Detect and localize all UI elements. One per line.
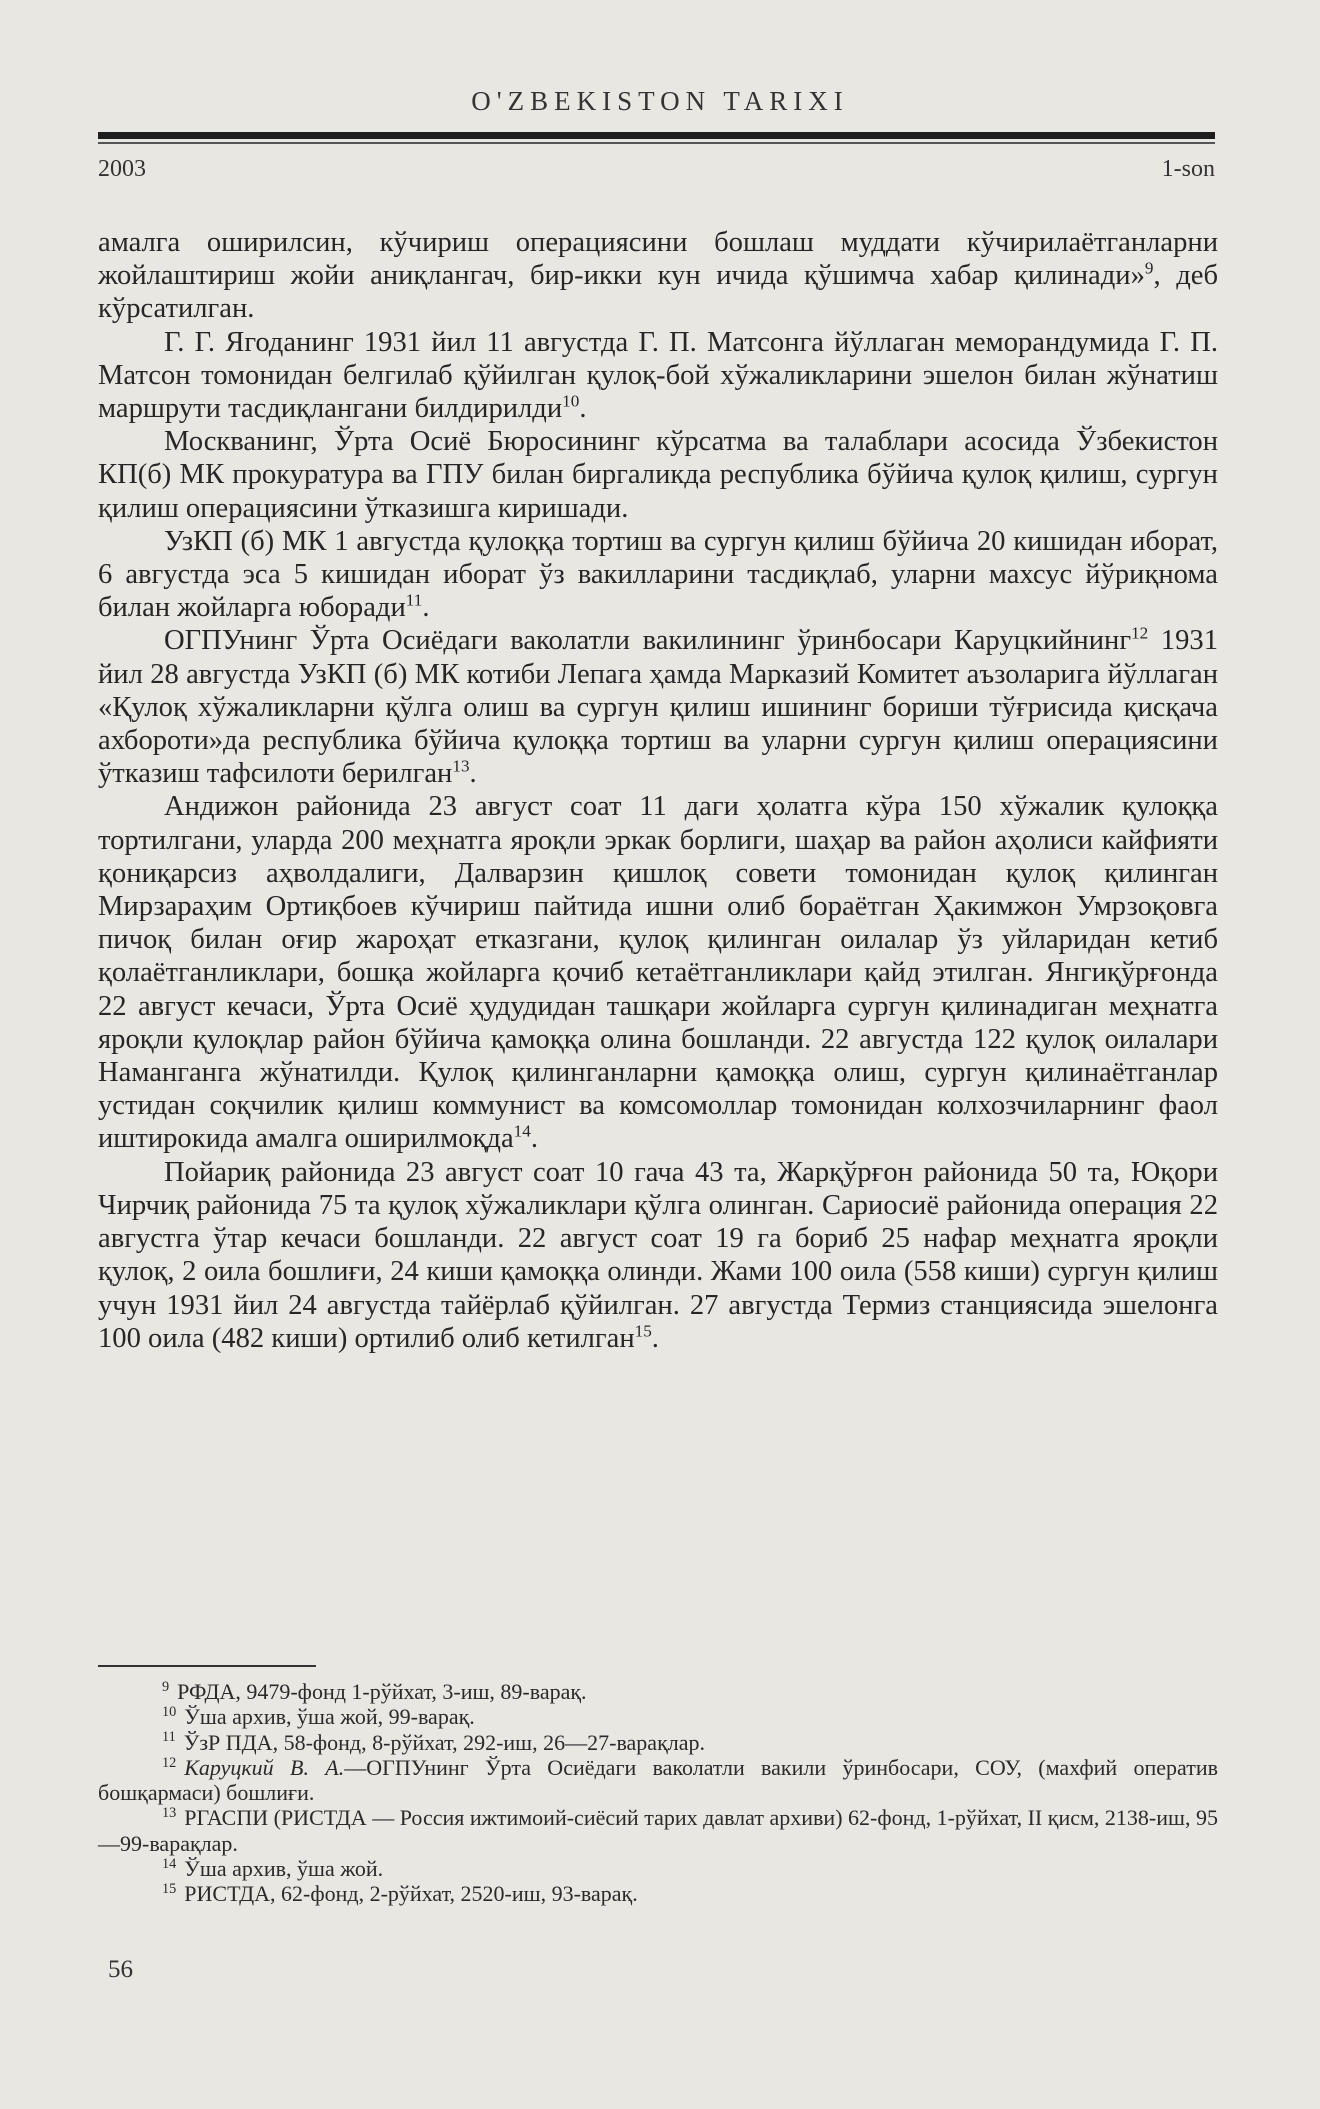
- paragraph: [98, 525, 1218, 625]
- paragraph: [98, 790, 1218, 1155]
- paragraph: [98, 425, 1218, 525]
- footnote-ref[interactable]: 15: [634, 1321, 652, 1341]
- text-run: УзКП (б) МК 1 августда қулоққа тортиш ва сургун қилиш бўйича 20 кишидан иборат, 6 августда эса 5 кишидан иборат ўз вакилларини тасдиқлаб, уларни махсус йўриқнома билан жойларга юборади: [98, 525, 1218, 624]
- text-run: ЎзР ПДА, 58-фонд, 8-рўйхат, 292-иш, 26—27-варақлар.: [183, 1729, 706, 1755]
- footnote-number: 10: [162, 1703, 177, 1720]
- paragraph: [98, 326, 1218, 426]
- footnote-number: 14: [162, 1855, 177, 1872]
- footnote-ref[interactable]: 14: [513, 1121, 531, 1141]
- footnote-ref[interactable]: 11: [405, 590, 423, 610]
- text-run: .: [651, 1322, 659, 1354]
- text-run: .: [469, 758, 477, 790]
- text-italic: Каруцкий В. А.: [184, 1754, 345, 1780]
- footnote-number: 13: [162, 1805, 177, 1822]
- footnote-number: 15: [162, 1881, 177, 1898]
- footnote: [98, 1679, 1218, 1704]
- issue-year: 2003: [98, 156, 146, 182]
- article-body: [98, 226, 1218, 1355]
- footnote-rule: [98, 1665, 316, 1667]
- text-run: 1931 йил 28 августда УзКП (б) МК котиби Лепага ҳамда Марказий Комитет аъзоларига йўллаган «Қулоқ хўжаликларни қўлга олиш ва сургун қилиш ишининг бориши тўғрисида қисқача ахбороти»да республика бўйича қулоққа тортиш ва уларни сургун қилиш операциясини ўтказиш тафсилоти берилган: [98, 625, 1218, 790]
- text-run: Ўша архив, ўша жой, 99-варақ.: [184, 1704, 475, 1730]
- paragraph: [98, 226, 1218, 326]
- text-run: —ОГПУнинг Ўрта Осиёдаги ваколатли вакили ўринбосари, СОУ, (махфий оператив бошқармаси) бошлиғи.: [98, 1754, 1218, 1806]
- paragraph: [98, 1156, 1218, 1355]
- footnote-ref[interactable]: 13: [452, 756, 470, 776]
- footnote-ref[interactable]: 10: [562, 391, 580, 411]
- header-rule-thick: [98, 132, 1215, 139]
- footnote: [98, 1704, 1218, 1729]
- journal-title: O'ZBEKISTON TARIXI: [471, 86, 849, 116]
- footnote-number: 9: [162, 1678, 170, 1695]
- text-run: , деб кўрсатилган.: [98, 260, 1218, 325]
- paragraph: [98, 624, 1218, 790]
- text-run: Андижон районида 23 август соат 11 даги ҳолатга кўра 150 хўжалик қулоққа тортилгани, уларда 200 меҳнатга яроқли эркак борлиги, шаҳар ва район аҳолиси кайфияти қониқарсиз аҳволдалиги, Далварзин қишлоқ совети томонидан қулоқ қилинган Мирзараҳим Ортиқбоев кўчириш пайтида ишни олиб бораётган Ҳакимжон Умрзоқовга пичоқ билан оғир жароҳат етказгани, қулоқ қилинган оилалар ўз уйларидан кетиб қолаётганликлари, бошқа жойларга қочиб кетаётганликлари қайд этилган. Янгиқўрғонда 22 август кечаси, Ўрта Осиё ҳудудидан ташқари жойларга сургун қилинадиган меҳнатга яроқли қулоқлар район бўйича қамоққа олина бошланди. 22 августда 122 қулоқ оилалари Наманганга жўнатилди. Қулоқ қилинганларни қамоққа олиш, сургун қилинаётганлар устидан соқчилик қилиш коммунист ва комсомоллар томонидан колхозчиларнинг фаол иштирокида амалга оширилмоқда: [98, 791, 1218, 1155]
- text-run: амалга оширилсин, кўчириш операциясини бошлаш муддати кўчирилаётганларни жойлаштириш жойи аниқлангач, бир-икки кун ичида қўшимча хабар қилинади»: [98, 227, 1218, 292]
- footnote-ref[interactable]: 9: [1144, 258, 1154, 278]
- footnote-number: 11: [162, 1729, 176, 1746]
- page-number: 56: [108, 1956, 133, 1983]
- text-run: РИСТДА, 62-фонд, 2-рўйхат, 2520-иш, 93-варақ.: [184, 1881, 638, 1907]
- footnote: [98, 1805, 1218, 1856]
- issue-number: 1-son: [1161, 156, 1215, 182]
- footnote-number: 12: [162, 1754, 177, 1771]
- text-run: РГАСПИ (РИСТДА — Россия ижтимоий-сиёсий тарих давлат архиви) 62-фонд, 1-рўйхат, II қисм, 2138-иш, 95—99-варақлар.: [98, 1805, 1218, 1856]
- text-run: Ўша архив, ўша жой.: [184, 1856, 384, 1882]
- text-run: .: [579, 393, 587, 425]
- footnote: [98, 1856, 1218, 1881]
- text-run: Пойариқ районида 23 август соат 10 гача 43 та, Жарқўрғон районида 50 та, Юқори Чирчиқ районида 75 та қулоқ хўжаликлари қўлга олинган. Сариосиё районида операция 22 августга ўтар кечаси бошланди. 22 август соат 19 га бориб 25 нафар меҳнатга яроқли қулоқ, 2 оила бошлиғи, 24 киши қамоққа олинди. Жами 100 оила (558 киши) сургун қилиш учун 1931 йил 24 августда тайёрлаб қўйилган. 27 августда Термиз станциясида эшелонга 100 оила (482 киши) ортилиб олиб кетилган: [98, 1156, 1218, 1354]
- footnote: [98, 1730, 1218, 1755]
- text-run: Г. Г. Ягоданинг 1931 йил 11 августда Г. П. Матсонга йўллаган меморандумида Г. П. Матсон томонидан белгилаб қўйилган қулоқ-бой хўжаликларини эшелон билан жўнатиш маршрути тасдиқлангани билдирилди: [98, 326, 1218, 425]
- header-rule-thin: [98, 142, 1215, 144]
- footnote: [98, 1881, 1218, 1906]
- text-run: РФДА, 9479-фонд 1-рўйхат, 3-иш, 89-варақ.: [177, 1679, 587, 1704]
- footnote-ref[interactable]: 12: [1131, 623, 1149, 643]
- text-run: .: [422, 592, 430, 624]
- text-run: ОГПУнинг Ўрта Осиёдаги ваколатли вакилининг ўринбосари Каруцкийнинг: [164, 625, 1132, 657]
- footnotes: [98, 1679, 1218, 1907]
- text-run: Москванинг, Ўрта Осиё Бюросининг кўрсатма ва талаблари асосида Ўзбекистон КП(б) МК прокуратура ва ГПУ билан биргаликда республика бўйича қулоқ қилиш, сургун қилиш операциясини ўтказишга киришади.: [98, 426, 1218, 524]
- text-run: .: [530, 1123, 538, 1155]
- footnote: [98, 1755, 1218, 1806]
